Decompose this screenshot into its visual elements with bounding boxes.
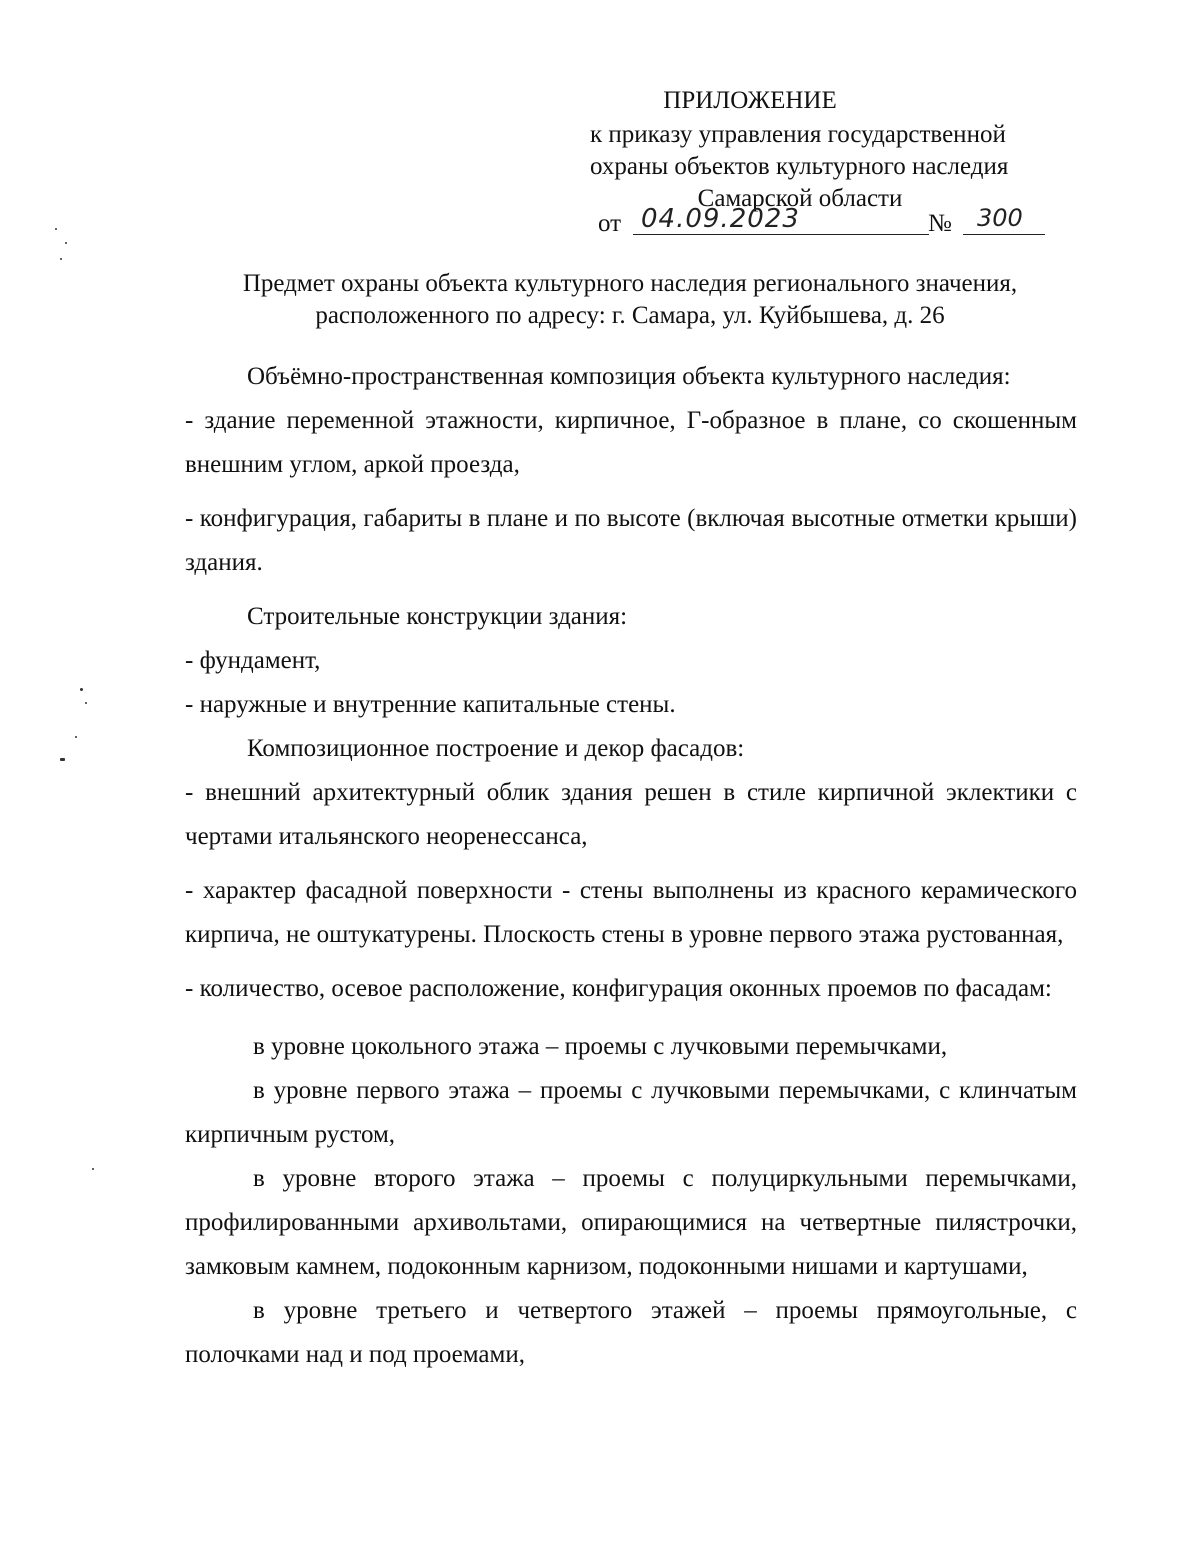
document-subject: [185, 268, 1075, 332]
structures-heading: Строительные конструкции здания:: [247, 603, 628, 630]
appendix-header: [590, 85, 1040, 215]
level-basement: в уровне цокольного этажа – проемы с лучковыми перемычками,: [253, 1033, 948, 1060]
composition-heading: Объёмно-пространственная композиция объекта культурного наследия:: [247, 363, 1011, 390]
date-prefix: от: [598, 210, 622, 237]
handwritten-date: 04.09.2023: [633, 204, 929, 235]
level-first: в уровне первого этажа – проемы с лучковыми перемычками, с клинчатым кирпичным рустом,: [185, 1077, 1077, 1148]
appendix-title: ПРИЛОЖЕНИЕ: [663, 87, 837, 114]
structures-item-1: - фундамент,: [185, 647, 321, 674]
handwritten-number: 300: [963, 204, 1045, 235]
facade-item-2: - характер фасадной поверхности - стены выполнены из красного керамического кирпича, не оштукатурены. Плоскость стены в уровне первого этажа рустованная,: [185, 877, 1077, 948]
level-third-fourth: в уровне третьего и четвертого этажей – проемы прямоугольные, с полочками над и под проемами,: [185, 1297, 1077, 1368]
order-date-number-line: [598, 204, 1038, 240]
level-second: в уровне второго этажа – проемы с полуциркульными перемычками, профилированными архивольтами, опирающимися на четвертные пилястрочки, замковым камнем, подоконным карнизом, подоконными нишами и картушами,: [185, 1165, 1077, 1280]
facade-heading: Композиционное построение и декор фасадов:: [247, 735, 745, 762]
header-line-3: Самарской области: [697, 185, 903, 212]
subject-line-2: расположенного по адресу: г. Самара, ул. Куйбышева, д. 26: [315, 302, 945, 329]
facade-item-1: - внешний архитектурный облик здания решен в стиле кирпичной эклектики с чертами итальянского неоренессанса,: [185, 779, 1077, 850]
document-body: [185, 355, 1077, 1377]
composition-item-2: - конфигурация, габариты в плане и по высоте (включая высотные отметки крыши) здания.: [185, 505, 1077, 576]
facade-item-3: - количество, осевое расположение, конфигурация оконных проемов по фасадам:: [185, 975, 1052, 1002]
subject-line-1: Предмет охраны объекта культурного наследия регионального значения,: [242, 270, 1018, 297]
structures-item-2: - наружные и внутренние капитальные стены.: [185, 691, 676, 718]
composition-item-1: - здание переменной этажности, кирпичное, Г-образное в плане, со скошенным внешним углом, аркой проезда,: [185, 407, 1077, 478]
number-prefix: №: [928, 210, 952, 237]
header-line-2: охраны объектов культурного наследия: [590, 153, 1009, 180]
header-line-1: к приказу управления государственной: [590, 121, 1006, 148]
